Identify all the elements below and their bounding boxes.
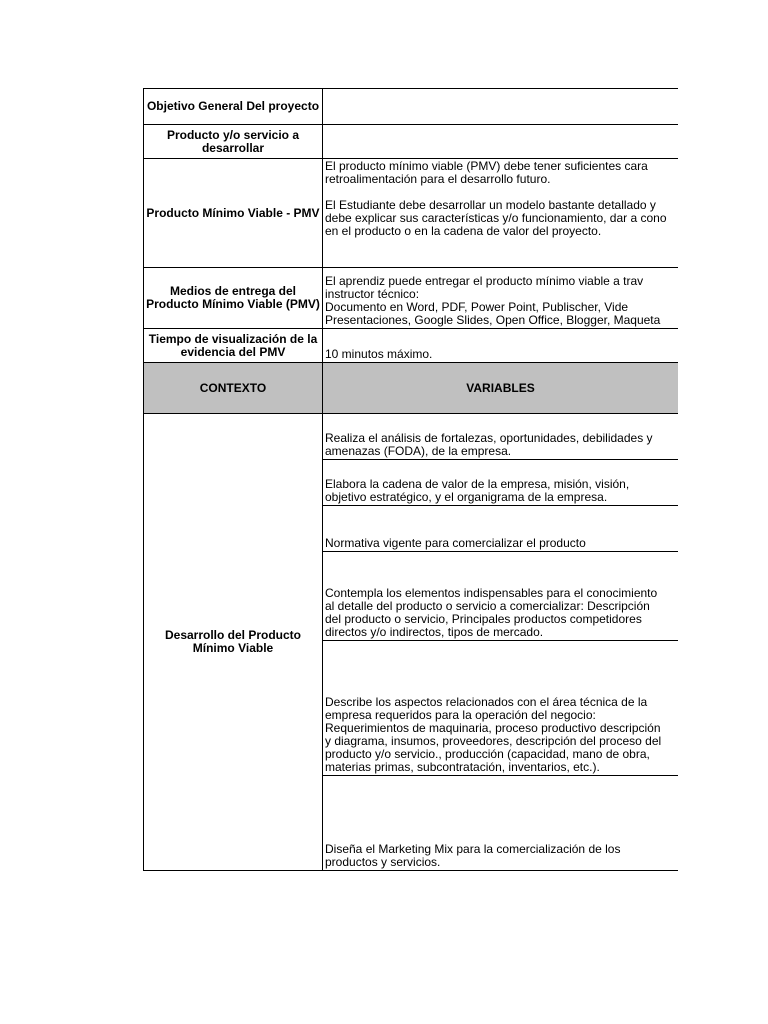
text-line: El aprendiz puede entregar el producto mínimo viable a trav <box>325 274 644 288</box>
text-line: Normativa vigente para comercializar el producto <box>325 536 586 550</box>
row-value <box>323 125 678 158</box>
text-line: objetivo estratégico, y el organigrama de la empresa. <box>325 490 608 504</box>
row-label: Tiempo de visualización de la evidencia del PMV <box>144 329 323 362</box>
text-line: Requerimientos de maquinaria, proceso productivo descripción <box>325 721 661 735</box>
row-label: Medios de entrega del Producto Mínimo Viable (PMV) <box>144 268 323 328</box>
group-desarrollo <box>143 414 678 871</box>
variable-item <box>323 776 678 870</box>
row-value <box>323 89 678 124</box>
row-producto <box>143 125 678 159</box>
text-line: en el producto o en la cadena de valor del proyecto. <box>325 224 602 238</box>
text-line: Realiza el análisis de fortalezas, oportunidades, debilidades y <box>325 431 653 445</box>
variables-list <box>323 414 678 870</box>
text-line: Presentaciones, Google Slides, Open Office, Blogger, Maqueta <box>325 313 661 327</box>
text-line: El Estudiante debe desarrollar un modelo bastante detallado y <box>325 198 656 212</box>
text-line: Elabora la cadena de valor de la empresa, misión, visión, <box>325 477 630 491</box>
text-line: amenazas (FODA), de la empresa. <box>325 444 512 458</box>
row-label: Producto y/o servicio a desarrollar <box>144 125 323 158</box>
text-line: y diagrama, insumos, proveedores, descripción del proceso del <box>325 734 662 748</box>
row-value <box>323 329 678 362</box>
variable-item <box>323 552 678 641</box>
table-header <box>143 363 678 414</box>
text-line: productos y servicios. <box>325 855 441 869</box>
row-objetivo <box>143 88 678 125</box>
row-pmv <box>143 159 678 268</box>
row-tiempo <box>143 329 678 363</box>
text-line: Documento en Word, PDF, Power Point, Publischer, Vide <box>325 300 629 314</box>
text-line: Diseña el Marketing Mix para la comercialización de los <box>325 842 621 856</box>
text-line: 10 minutos máximo. <box>325 347 433 361</box>
row-medios <box>143 268 678 329</box>
evidence-table <box>143 88 678 871</box>
row-label: Objetivo General Del proyecto <box>144 89 323 124</box>
text-line: debe explicar sus características y/o funcionamiento, dar a cono <box>325 211 667 225</box>
row-value <box>323 159 678 267</box>
text-line: retroalimentación para el desarrollo futuro. <box>325 172 551 186</box>
variable-item <box>323 460 678 506</box>
text-line: instructor técnico: <box>325 287 420 301</box>
text-line: materias primas, subcontratación, inventarios, etc.). <box>325 760 600 774</box>
variable-item <box>323 506 678 552</box>
text-line: Describe los aspectos relacionados con el área técnica de la <box>325 695 648 709</box>
text-line: El producto mínimo viable (PMV) debe tener suficientes cara <box>325 159 648 173</box>
text-line: Contempla los elementos indispensables para el conocimiento <box>325 586 658 600</box>
text-line: producto y/o servicio., producción (capacidad, mano de obra, <box>325 747 650 761</box>
row-value <box>323 268 678 328</box>
context-header: CONTEXTO <box>144 363 323 413</box>
variable-item <box>323 414 678 460</box>
variables-header: VARIABLES <box>323 363 678 413</box>
text-line: empresa requeridos para la operación del negocio: <box>325 708 596 722</box>
variable-item <box>323 641 678 776</box>
text-line: directos y/o indirectos, tipos de mercado. <box>325 625 544 639</box>
row-label: Producto Mínimo Viable - PMV <box>144 159 323 267</box>
text-line: al detalle del producto o servicio a comercializar: Descripción <box>325 599 650 613</box>
text-line: del producto o servicio, Principales productos competidores <box>325 612 642 626</box>
group-label: Desarrollo del Producto Mínimo Viable <box>144 414 323 870</box>
